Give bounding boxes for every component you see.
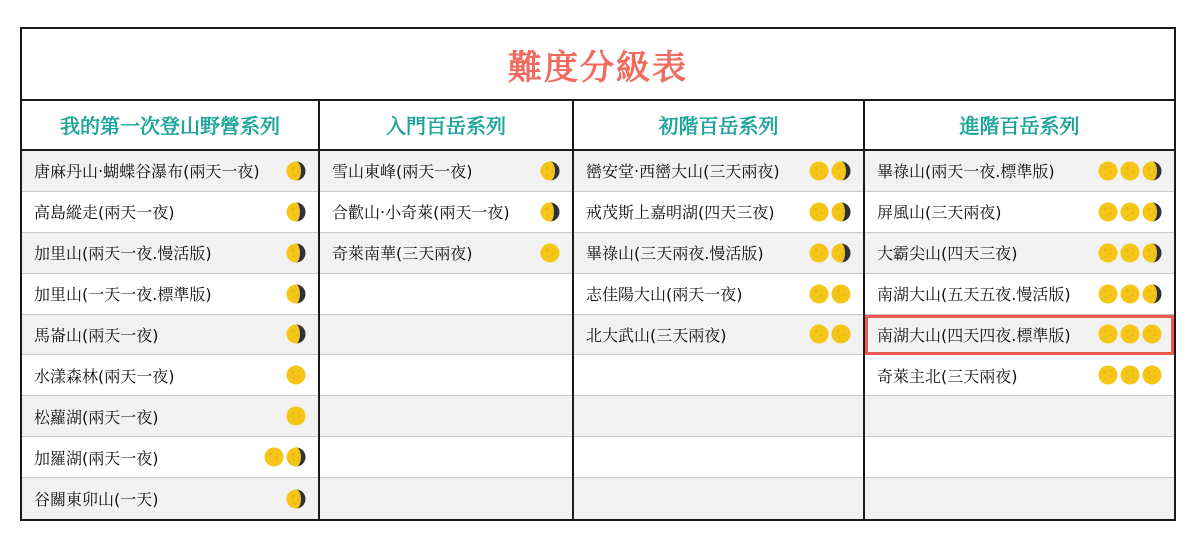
full-moon-icon: [1120, 202, 1140, 222]
gibbous-moon-icon: [286, 243, 306, 263]
table-row: [574, 192, 863, 233]
table-row: [865, 437, 1174, 478]
table-row: [22, 355, 318, 396]
full-moon-icon: [1098, 161, 1118, 181]
table-row: [865, 151, 1174, 192]
route-name: 畢祿山(兩天一夜.標準版): [877, 162, 1055, 182]
column-header: 進階百岳系列: [865, 101, 1174, 151]
difficulty-rating: [1098, 243, 1162, 263]
title-row: [22, 29, 1174, 101]
table-row: [574, 233, 863, 274]
table-row: [574, 274, 863, 315]
full-moon-icon: [1120, 161, 1140, 181]
table-row: [320, 233, 572, 274]
half-moon-icon: [286, 489, 306, 509]
columns-container: [22, 101, 1174, 519]
route-name: 畢祿山(三天兩夜.慢活版): [586, 244, 764, 264]
route-name: 奇萊南華(三天兩夜): [332, 244, 473, 264]
full-moon-icon: [1142, 365, 1162, 385]
column-2: [320, 101, 574, 519]
table-row: [22, 274, 318, 315]
table-row: [320, 478, 572, 519]
difficulty-rating: [286, 202, 306, 222]
full-moon-icon: [1142, 324, 1162, 344]
full-moon-icon: [809, 243, 829, 263]
difficulty-rating: [540, 202, 560, 222]
table-row: [865, 355, 1174, 396]
full-moon-icon: [809, 202, 829, 222]
column-1: [22, 101, 320, 519]
route-name: 谷關東卯山(一天): [34, 490, 159, 510]
route-name: 加里山(兩天一夜.慢活版): [34, 244, 212, 264]
table-row: [865, 274, 1174, 315]
difficulty-rating: [286, 406, 306, 426]
column-header: 我的第一次登山野營系列: [22, 101, 318, 151]
route-name: 巒安堂‧西巒大山(三天兩夜): [586, 162, 780, 182]
route-name: 南湖大山(五天五夜.慢活版): [877, 285, 1071, 305]
table-row: [574, 396, 863, 437]
table-row: [574, 151, 863, 192]
table-row: [320, 315, 572, 356]
full-moon-icon: [1120, 324, 1140, 344]
gibbous-moon-icon: [540, 202, 560, 222]
table-row: [865, 478, 1174, 519]
full-moon-icon: [286, 365, 306, 385]
gibbous-moon-icon: [286, 284, 306, 304]
table-row: [574, 437, 863, 478]
table-row: [574, 478, 863, 519]
route-name: 志佳陽大山(兩天一夜): [586, 285, 743, 305]
column-3: [574, 101, 865, 519]
table-row: [320, 192, 572, 233]
full-moon-icon: [1098, 202, 1118, 222]
route-name: 松蘿湖(兩天一夜): [34, 407, 159, 427]
table-row: [574, 315, 863, 356]
full-moon-icon: [831, 324, 851, 344]
difficulty-rating: [1098, 365, 1162, 385]
gibbous-moon-icon: [831, 202, 851, 222]
half-moon-icon: [286, 161, 306, 181]
gibbous-moon-icon: [286, 324, 306, 344]
half-moon-icon: [286, 447, 306, 467]
full-moon-icon: [809, 161, 829, 181]
table-row: [320, 151, 572, 192]
half-moon-icon: [540, 161, 560, 181]
difficulty-rating: [1098, 161, 1162, 181]
route-name: 合歡山‧小奇萊(兩天一夜): [332, 203, 510, 223]
full-moon-icon: [809, 324, 829, 344]
table-row: [865, 192, 1174, 233]
column-header: 初階百岳系列: [574, 101, 863, 151]
table-row: [865, 396, 1174, 437]
difficulty-rating: [809, 161, 851, 181]
table-row: [865, 233, 1174, 274]
table-row: [574, 355, 863, 396]
table-row: [320, 437, 572, 478]
half-moon-icon: [1142, 161, 1162, 181]
half-moon-icon: [1142, 243, 1162, 263]
column-header: 入門百岳系列: [320, 101, 572, 151]
full-moon-icon: [540, 243, 560, 263]
difficulty-rating: [540, 161, 560, 181]
difficulty-rating: [286, 243, 306, 263]
difficulty-rating: [1098, 284, 1162, 304]
difficulty-rating: [540, 243, 560, 263]
difficulty-rating: [286, 365, 306, 385]
full-moon-icon: [831, 284, 851, 304]
difficulty-rating: [286, 489, 306, 509]
table-row: [22, 192, 318, 233]
difficulty-rating: [286, 324, 306, 344]
half-moon-icon: [831, 161, 851, 181]
table-row-highlighted: [865, 315, 1174, 356]
route-name: 高島縱走(兩天一夜): [34, 203, 175, 223]
route-name: 大霸尖山(四天三夜): [877, 244, 1018, 264]
half-moon-icon: [1142, 284, 1162, 304]
route-name: 馬崙山(兩天一夜): [34, 325, 159, 345]
route-name: 加里山(一天一夜.標準版): [34, 285, 212, 305]
full-moon-icon: [1098, 324, 1118, 344]
full-moon-icon: [1098, 284, 1118, 304]
table-row: [22, 233, 318, 274]
full-moon-icon: [1098, 365, 1118, 385]
difficulty-rating: [1098, 202, 1162, 222]
difficulty-rating: [1098, 324, 1162, 344]
full-moon-icon: [264, 447, 284, 467]
gibbous-moon-icon: [831, 243, 851, 263]
table-row: [22, 396, 318, 437]
route-name: 北大武山(三天兩夜): [586, 325, 727, 345]
table-row: [320, 274, 572, 315]
full-moon-icon: [1120, 243, 1140, 263]
table-row: [320, 396, 572, 437]
route-name: 奇萊主北(三天兩夜): [877, 366, 1018, 386]
route-name: 雪山東峰(兩天一夜): [332, 162, 473, 182]
difficulty-rating: [809, 324, 851, 344]
route-name: 唐麻丹山‧蝴蝶谷瀑布(兩天一夜): [34, 162, 260, 182]
difficulty-rating: [264, 447, 306, 467]
route-name: 加羅湖(兩天一夜): [34, 448, 159, 468]
difficulty-rating: [809, 202, 851, 222]
route-name: 屏風山(三天兩夜): [877, 203, 1002, 223]
difficulty-rating: [809, 284, 851, 304]
table-row: [22, 151, 318, 192]
route-name: 水漾森林(兩天一夜): [34, 366, 175, 386]
full-moon-icon: [809, 284, 829, 304]
full-moon-icon: [1120, 284, 1140, 304]
table-row: [22, 437, 318, 478]
table-title: 難度分級表: [508, 47, 688, 88]
full-moon-icon: [1098, 243, 1118, 263]
table-row: [320, 355, 572, 396]
difficulty-rating: [286, 284, 306, 304]
column-4: [865, 101, 1174, 519]
difficulty-rating: [286, 161, 306, 181]
route-name: 南湖大山(四天四夜.標準版): [877, 325, 1071, 345]
gibbous-moon-icon: [286, 202, 306, 222]
difficulty-table: [20, 27, 1176, 521]
route-name: 戒茂斯上嘉明湖(四天三夜): [586, 203, 775, 223]
full-moon-icon: [286, 406, 306, 426]
table-row: [22, 478, 318, 519]
difficulty-rating: [809, 243, 851, 263]
half-moon-icon: [1142, 202, 1162, 222]
full-moon-icon: [1120, 365, 1140, 385]
table-row: [22, 315, 318, 356]
